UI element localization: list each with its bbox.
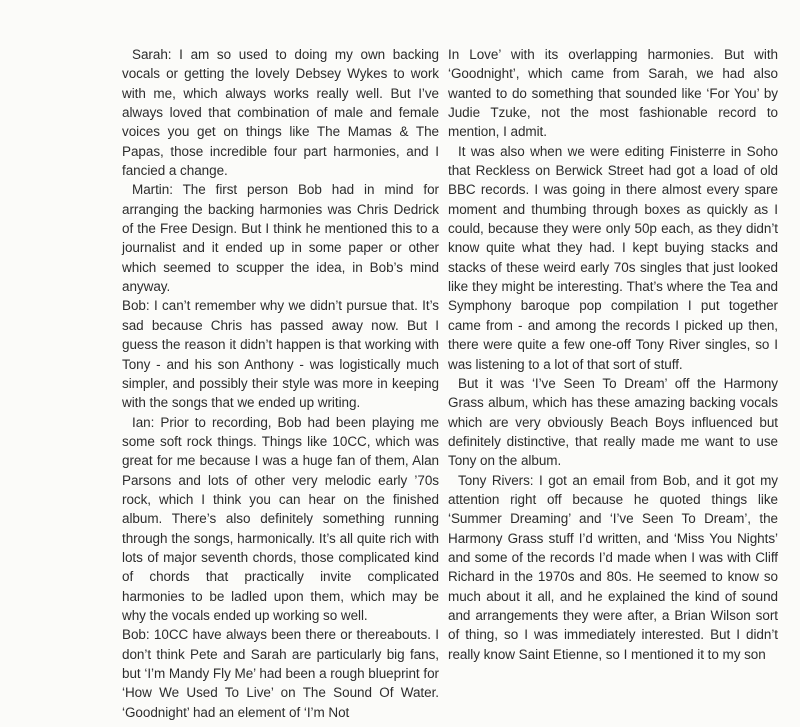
left-column (122, 45, 439, 722)
paragraph-harmony-grass: But it was ‘I’ve Seen To Dream’ off the Harmony Grass album, which has these amazing backing vocals which are very obviously Beach Boys influenced but definitely distinctive, that really made me want to use Tony on the album. (448, 375, 778, 469)
paragraph-sarah: Sarah: I am so used to doing my own backing vocals or getting the lovely Debsey Wykes to work with me, which always works really well. But I’ve always loved that combination of male and female voices you get on things like The Mamas & The Papas, those incredible four part harmonies, and I fancied a change. (122, 47, 439, 179)
paragraph-finisterre: It was also when we were editing Finisterre in Soho that Reckless on Berwick Street had got a load of old BBC records. I was going in there almost every spare moment and thumbing through boxes as quickly as I could, because they were only 50p each, as they didn’t know quite what they had. I kept buying stacks and stacks of these weird early 70s singles that just looked like they might be interesting. That’s where the Tea and Symphony baroque pop compilation I put together came from - and among the records I picked up then, there were quite a few one-off Tony River singles, so I was listening to a lot of that sort of stuff. (448, 143, 778, 372)
paragraph-bob-10cc: Bob: 10CC have always been there or thereabouts. I don’t think Pete and Sarah are particularly big fans, but ‘I’m Mandy Fly Me’ had been a rough blueprint for ‘How We Used To Live’ on The Sound Of Water. ‘Goodnight’ had an element of ‘I’m Not (122, 627, 439, 720)
paragraph-continued: In Love’ with its overlapping harmonies. But with ‘Goodnight’, which came from Sarah, we had also wanted to do something that sounded like ‘For You’ by Judie Tzuke, not the most fashionable record to mention, I admit. (448, 47, 778, 140)
paragraph-bob: Bob: I can’t remember why we didn’t pursue that. It’s sad because Chris has passed away now. But I guess the reason it didn’t happen is that working with Tony - and his son Anthony - was logistically much simpler, and possibly their style was more in keeping with the songs that we ended up writing. (122, 298, 439, 411)
right-column (448, 45, 778, 664)
paragraph-martin: Martin: The first person Bob had in mind for arranging the backing harmonies was Chris Dedrick of the Free Design. But I think he mentioned this to a journalist and it ended up in some paper or other which seemed to scupper the idea, in Bob’s mind anyway. (122, 182, 439, 295)
paragraph-tony-rivers: Tony Rivers: I got an email from Bob, and it got my attention right off because he quoted things like ‘Summer Dreaming’ and ‘I’ve Seen To Dream’, the Harmony Grass stuff I’d written, and ‘Miss You Nights’ and some of the records I’d made when I was with Cliff Richard in the 1970s and 80s. He seemed to know so much about it all, and he explained the kind of sound and arrangements they were after, a Brian Wilson sort of thing, so I was immediately interested. But I didn’t really know Saint Etienne, so I mentioned it to my son (448, 472, 778, 662)
paragraph-ian: Ian: Prior to recording, Bob had been playing me some soft rock things. Things like 10CC, which was great for me because I was a huge fan of them, Alan Parsons and lots of other very melodic early ’70s rock, which I think you can hear on the finished album. There’s also definitely something running through the songs, harmonically. It’s all quite rich with lots of major seventh chords, those complicated kind of chords that practically invite complicated harmonies to be ladled upon them, which may be why the vocals ended up working so well. (122, 414, 439, 623)
